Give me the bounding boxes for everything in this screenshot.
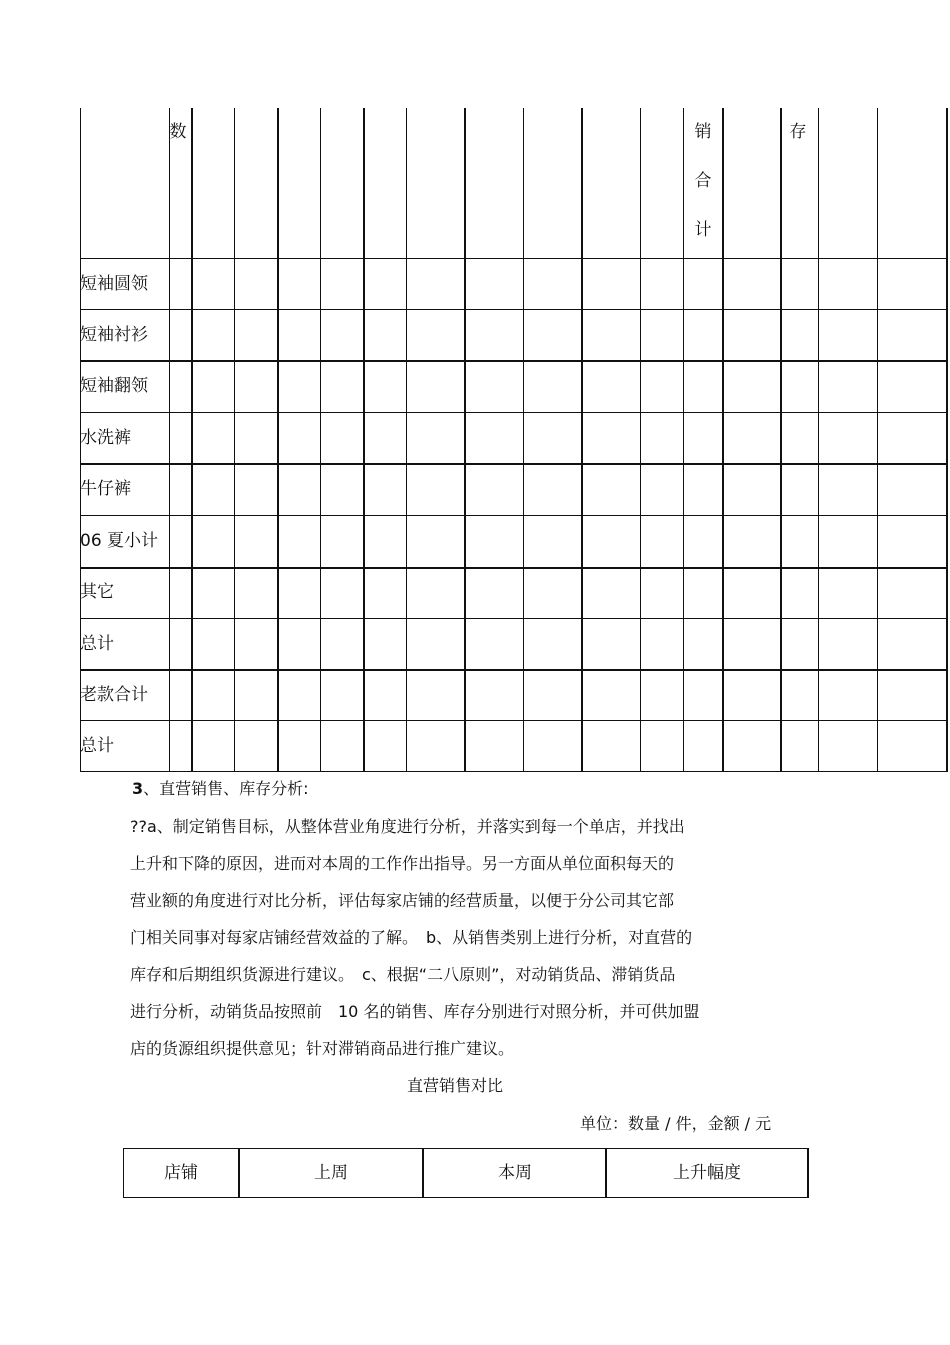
grid-line xyxy=(818,108,819,772)
paragraph-line: 营业额的角度进行对比分析，评估每家店铺的经营质量，以便于分公司其它部 xyxy=(130,891,675,910)
sales-stock-grid xyxy=(80,108,948,772)
grid-line xyxy=(946,108,948,772)
paragraph-line: 进行分析，动销货品按照前 10 名的销售、库存分别进行对照分析，并可供加盟 xyxy=(130,1002,700,1021)
grid-line xyxy=(277,108,279,772)
grid-line xyxy=(464,108,466,772)
header-quantity: 数 xyxy=(169,122,187,142)
grid-line xyxy=(780,108,782,772)
grid-line xyxy=(80,515,948,516)
column-header-last-week: 上周 xyxy=(314,1163,348,1183)
grid-line xyxy=(640,108,641,772)
row-label: 短袖翻领 xyxy=(80,376,148,396)
grid-line xyxy=(191,108,193,772)
header-sales-total-char: 合 xyxy=(694,171,712,191)
grid-line xyxy=(80,309,948,310)
row-label: 牛仔裤 xyxy=(80,479,131,499)
row-label: 总计 xyxy=(80,634,114,654)
row-label: 短袖衬衫 xyxy=(80,325,148,345)
grid-line xyxy=(80,412,948,413)
grid-line xyxy=(683,108,684,772)
paragraph-line: 库存和后期组织货源进行建议。 c、根据“二八原则”，对动销货品、滞销货品 xyxy=(130,965,676,984)
column-header-this-week: 本周 xyxy=(498,1163,532,1183)
section-title: 、直营销售、库存分析: xyxy=(143,779,309,798)
grid-line xyxy=(234,108,235,772)
grid-line xyxy=(80,463,948,465)
paragraph-line: 门相关同事对每家店铺经营效益的了解。 b、从销售类别上进行分析，对直营的 xyxy=(130,928,693,947)
section-heading xyxy=(132,776,309,799)
grid-line xyxy=(80,771,948,772)
header-sales-total-char: 计 xyxy=(694,220,712,240)
row-label: 总计 xyxy=(80,736,114,756)
grid-line xyxy=(722,108,724,772)
section-number: 3 xyxy=(132,779,144,798)
grid-line xyxy=(80,360,948,362)
header-sales-total-char: 销 xyxy=(694,122,712,142)
paragraph-line: 店的货源组织提供意见；针对滞销商品进行推广建议。 xyxy=(130,1039,515,1058)
row-label: 老款合计 xyxy=(80,685,148,705)
grid-line xyxy=(523,108,524,772)
paragraph-line: 上升和下降的原因，进而对本周的工作作出指导。另一方面从单位面积每天的 xyxy=(130,854,675,873)
comparison-title: 直营销售对比 xyxy=(406,1076,503,1095)
grid-line xyxy=(80,669,948,671)
column-header-store: 店铺 xyxy=(164,1163,198,1183)
section-paragraph xyxy=(130,808,810,1067)
column-header-increase: 上升幅度 xyxy=(673,1163,741,1183)
grid-line xyxy=(320,108,321,772)
row-label: 水洗裤 xyxy=(80,428,131,448)
grid-line xyxy=(80,720,948,721)
row-label: 其它 xyxy=(80,582,114,602)
grid-line xyxy=(581,108,583,772)
grid-line xyxy=(80,258,948,259)
grid-line xyxy=(80,618,948,619)
row-label: 06 夏小计 xyxy=(80,531,159,551)
grid-line xyxy=(877,108,878,772)
row-label: 短袖圆领 xyxy=(80,274,148,294)
grid-line xyxy=(80,567,948,569)
comparison-unit: 单位：数量 / 件，金额 / 元 xyxy=(580,1114,772,1133)
grid-line xyxy=(406,108,407,772)
grid-line xyxy=(363,108,365,772)
paragraph-line: ??a、制定销售目标，从整体营业角度进行分析，并落实到每一个单店，并找出 xyxy=(130,817,685,836)
header-stock: 存 xyxy=(789,122,807,142)
comparison-table xyxy=(123,1148,809,1198)
header-sales-total xyxy=(691,108,715,255)
